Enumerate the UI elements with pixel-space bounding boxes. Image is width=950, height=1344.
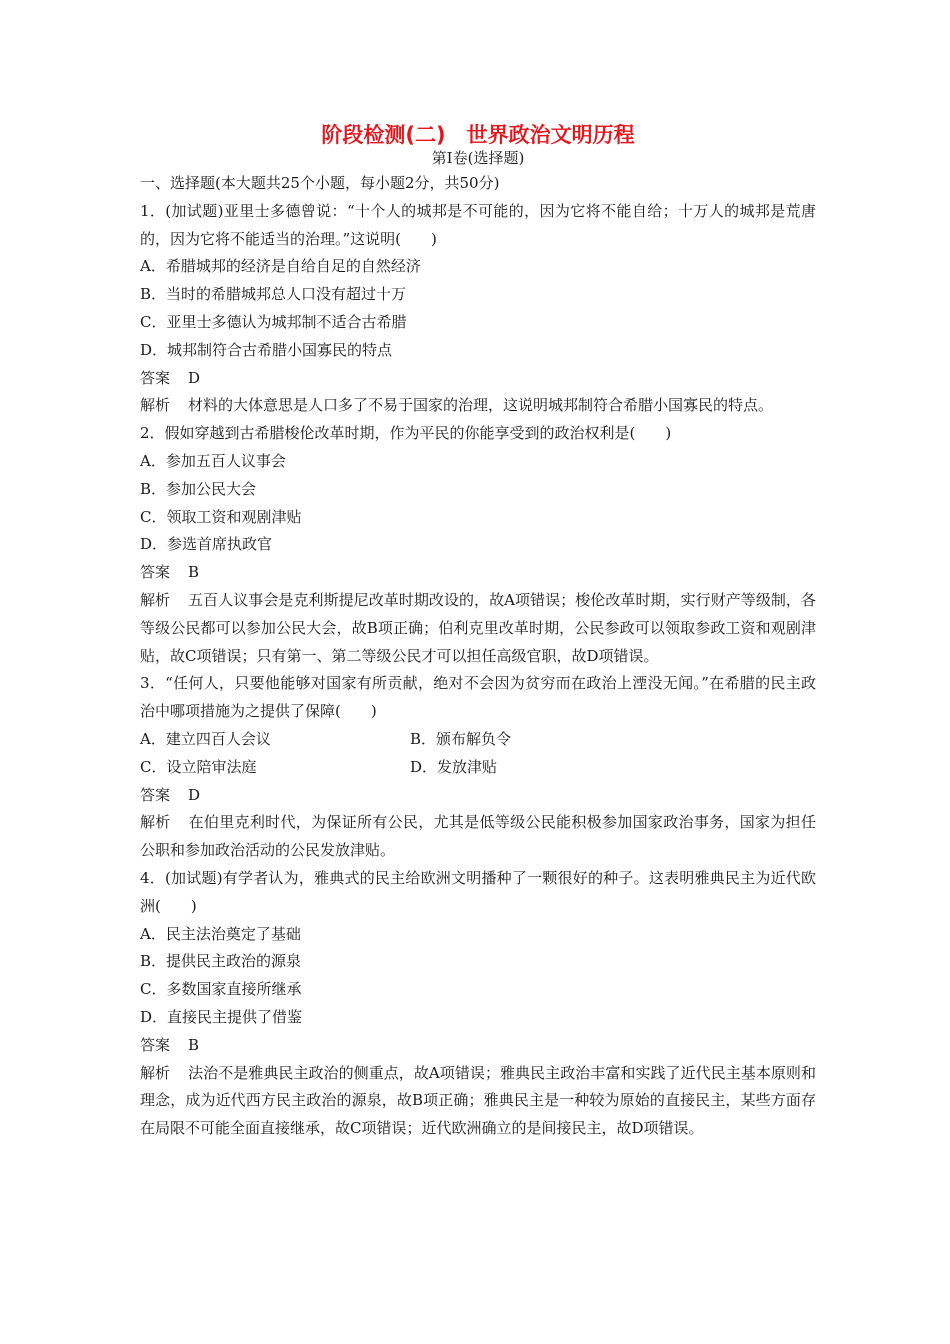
question-stem: 3．“任何人，只要他能够对国家有所贡献，绝对不会因为贫穷而在政治上湮没无闻。”在希腊的民主政治中哪项措施为之提供了保障( ) xyxy=(140,674,816,721)
question-stem: 4．(加试题)有学者认为，雅典式的民主给欧洲文明播种了一颗很好的种子。这表明雅典民主为近代欧洲( ) xyxy=(140,868,816,915)
document-content xyxy=(140,120,816,1143)
page-title: 阶段检测(二) 世界政治文明历程 xyxy=(321,123,635,147)
option-a: A．参加五百人议事会 xyxy=(140,451,286,470)
option-b: B．颁布解负令 xyxy=(410,729,512,748)
option-row xyxy=(140,726,816,754)
option-d: D．发放津贴 xyxy=(410,757,498,776)
question-4 xyxy=(140,865,816,1143)
answer-line xyxy=(140,1032,816,1060)
option-d: D．城邦制符合古希腊小国寡民的特点 xyxy=(140,340,393,359)
option-a: A．希腊城邦的经济是自给自足的自然经济 xyxy=(140,257,421,276)
answer-value: D xyxy=(188,368,201,387)
answer-value: B xyxy=(188,1035,200,1054)
answer-label: 答案 xyxy=(140,368,171,387)
option-c: C．多数国家直接所继承 xyxy=(140,980,302,999)
analysis-line xyxy=(140,587,816,670)
answer-line xyxy=(140,559,816,587)
analysis-line xyxy=(140,1060,816,1143)
analysis-text: 在伯里克利时代，为保证所有公民，尤其是低等级公民能积极参加国家政治事务，国家为担任公职和参加政治活动的公民发放津贴。 xyxy=(140,813,816,860)
section-heading: 一、选择题(本大题共25个小题，每小题2分，共50分) xyxy=(140,174,500,192)
answer-label: 答案 xyxy=(140,785,171,804)
question-stem: 1．(加试题)亚里士多德曾说：“十个人的城邦是不可能的，因为它将不能自给；十万人的城邦是荒唐的，因为它将不能适当的治理。”这说明( ) xyxy=(140,201,816,248)
option-a: A．建立四百人会议 xyxy=(140,729,271,748)
option-row xyxy=(140,754,816,782)
question-1 xyxy=(140,198,816,420)
option-b: B．当时的希腊城邦总人口没有超过十万 xyxy=(140,285,407,304)
question-stem: 2．假如穿越到古希腊梭伦改革时期，作为平民的你能享受到的政治权利是( ) xyxy=(140,424,672,443)
answer-value: D xyxy=(188,785,201,804)
analysis-text: 五百人议事会是克利斯提尼改革时期改设的，故A项错误；梭伦改革时期，实行财产等级制，各等级公民都可以参加公民大会，故B项正确；伯利克里改革时期，公民参政可以领取参政工资和观剧津贴，故C项错误；只有第一、第二等级公民才可以担任高级官职，故D项错误。 xyxy=(140,590,816,665)
volume-subtitle: 第Ⅰ卷(选择题) xyxy=(431,149,525,167)
option-c: C．设立陪审法庭 xyxy=(140,757,257,776)
option-b: B．参加公民大会 xyxy=(140,479,257,498)
answer-label: 答案 xyxy=(140,563,171,582)
analysis-text: 法治不是雅典民主政治的侧重点，故A项错误；雅典民主政治丰富和实践了近代民主基本原则和理念，成为近代西方民主政治的源泉，故B项正确；雅典民主是一种较为原始的直接民主，某些方面存在局限不可能全面直接继承，故C项错误；近代欧洲确立的是间接民主，故D项错误。 xyxy=(140,1063,816,1138)
answer-value: B xyxy=(188,563,200,582)
analysis-label: 解析 xyxy=(140,396,171,415)
option-b: B．提供民主政治的源泉 xyxy=(140,952,302,971)
answer-line xyxy=(140,782,816,810)
option-c: C．领取工资和观剧津贴 xyxy=(140,507,302,526)
option-c: C．亚里士多德认为城邦制不适合古希腊 xyxy=(140,312,407,331)
question-2 xyxy=(140,420,816,670)
option-d: D．参选首席执政官 xyxy=(140,535,273,554)
analysis-label: 解析 xyxy=(140,813,171,832)
answer-line xyxy=(140,365,816,393)
analysis-line xyxy=(140,392,816,420)
analysis-label: 解析 xyxy=(140,1063,171,1082)
analysis-line xyxy=(140,809,816,865)
answer-label: 答案 xyxy=(140,1035,171,1054)
analysis-text: 材料的大体意思是人口多了不易于国家的治理，这说明城邦制符合希腊小国寡民的特点。 xyxy=(188,396,774,415)
option-d: D．直接民主提供了借鉴 xyxy=(140,1007,303,1026)
question-3 xyxy=(140,670,816,865)
analysis-label: 解析 xyxy=(140,590,171,609)
option-a: A．民主法治奠定了基础 xyxy=(140,924,301,943)
